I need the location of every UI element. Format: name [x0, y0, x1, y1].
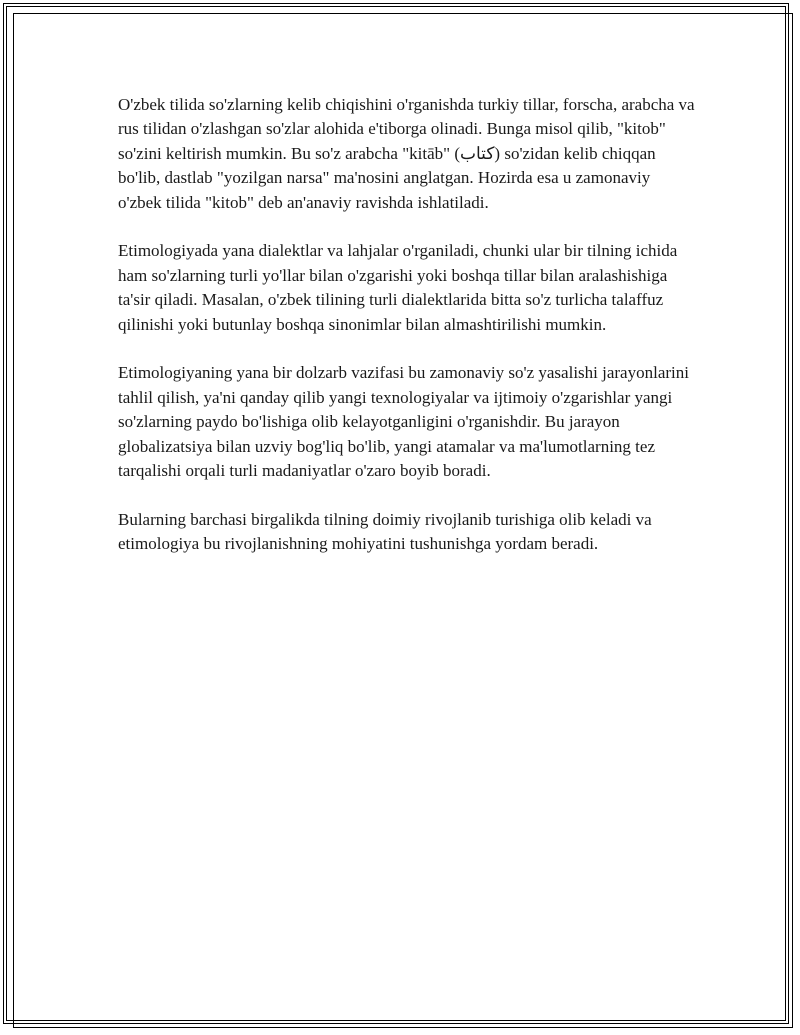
paragraph-4: Bularning barchasi birgalikda tilning doimiy rivojlanib turishiga olib keladi va etimologiya bu rivojlanishning mohiyatini tushunishga yordam beradi. [118, 509, 652, 554]
paragraph-2: Etimologiyada yana dialektlar va lahjalar o'rganiladi, chunki ular bir tilning ichida ham so'zlarning turli yo'llar bilan o'zgarishi yoki boshqa tillar bilan aralashishiga ta'sir qiladi. Masalan, o'zbek tilining turli dialektlarida bitta so'z turlicha talaffuz qilinishi yoki butunlay boshqa sinonimlar bilan almashtirilishi mumkin. [118, 241, 678, 334]
document-body [118, 93, 698, 581]
paragraph-1: O'zbek tilida so'zlarning kelib chiqishini o'rganishda turkiy tillar, forscha, arabcha va rus tilidan o'zlashgan so'zlar alohida e'tiborga olinadi. Bunga misol qilib, "kitob" so'zini keltirish mumkin. Bu so'z arabcha "kitāb" (كتاب) so'zidan kelib chiqqan bo'lib, dastlab "yozilgan narsa" ma'nosini anglatgan. Hozirda esa u zamonaviy o'zbek tilida "kitob" deb an'anaviy ravishda ishlatiladi. [118, 95, 695, 212]
paragraph-3: Etimologiyaning yana bir dolzarb vazifasi bu zamonaviy so'z yasalishi jarayonlarini tahlil qilish, ya'ni qanday qilib yangi texnologiyalar va ijtimoiy o'zgarishlar yangi so'zlarning paydo bo'lishiga olib kelayotganligini o'rganishdir. Bu jarayon globalizatsiya bilan uzviy bog'liq bo'lib, yangi atamalar va ma'lumotlarning tez tarqalishi orqali turli madaniyatlar o'zaro boyib boradi. [118, 363, 689, 481]
